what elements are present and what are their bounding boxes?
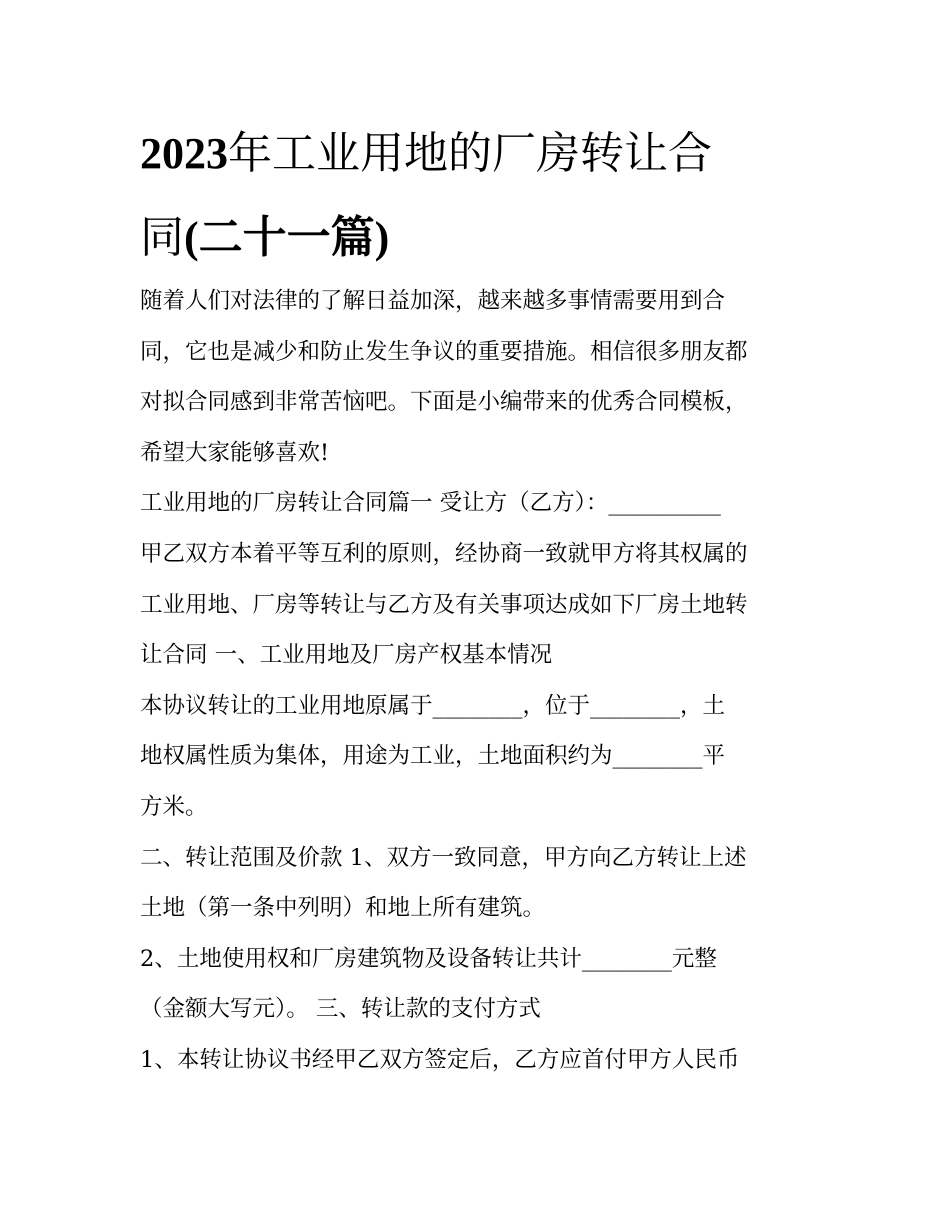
title-year: 2023 — [140, 129, 228, 178]
body-line: 2、土地使用权和厂房建筑物及设备转让共计________元整 — [140, 945, 717, 972]
body-line: 土地（第一条中列明）和地上所有建筑。 — [140, 895, 546, 922]
title-text-2: 同 — [140, 212, 184, 263]
body-line: 希望大家能够喜欢! — [140, 439, 330, 466]
body-line: 工业用地的厂房转让合同篇一 受让方（乙方）：__________ — [140, 490, 721, 517]
body-line: 同，它也是减少和防止发生争议的重要措施。相信很多朋友都 — [140, 338, 748, 365]
title-line-2 — [140, 196, 840, 280]
body-line: 地权属性质为集体，用途为工业，土地面积约为________平 — [140, 743, 726, 770]
body-line: 甲乙双方本着平等互利的原则，经协商一致就甲方将其权属的 — [140, 540, 748, 567]
body-line: 1、本转让协议书经甲乙双方签定后，乙方应首付甲方人民币 — [140, 1046, 740, 1073]
title-text-1: 年工业用地的厂房转让合 — [228, 128, 712, 179]
body-line: 对拟合同感到非常苦恼吧。下面是小编带来的优秀合同模板， — [140, 389, 748, 416]
body-line: 随着人们对法律的了解日益加深，越来越多事情需要用到合 — [140, 288, 726, 314]
document-body — [140, 276, 820, 1086]
document-title — [140, 112, 840, 280]
title-line-1 — [140, 112, 840, 196]
body-line: 二、转让范围及价款 1、双方一致同意，甲方向乙方转让上述 — [140, 844, 747, 871]
body-line: 方米。 — [140, 793, 208, 820]
body-line: 工业用地、厂房等转让与乙方及有关事项达成如下厂房土地转 — [140, 591, 748, 618]
title-subtitle: (二十一篇) — [184, 213, 390, 262]
body-line: 本协议转让的工业用地原属于________，位于________，土 — [140, 692, 726, 719]
body-line: 让合同 一、工业用地及厂房产权基本情况 — [140, 642, 553, 669]
body-line: （金额大写元）。 三、转让款的支付方式 — [140, 996, 541, 1023]
